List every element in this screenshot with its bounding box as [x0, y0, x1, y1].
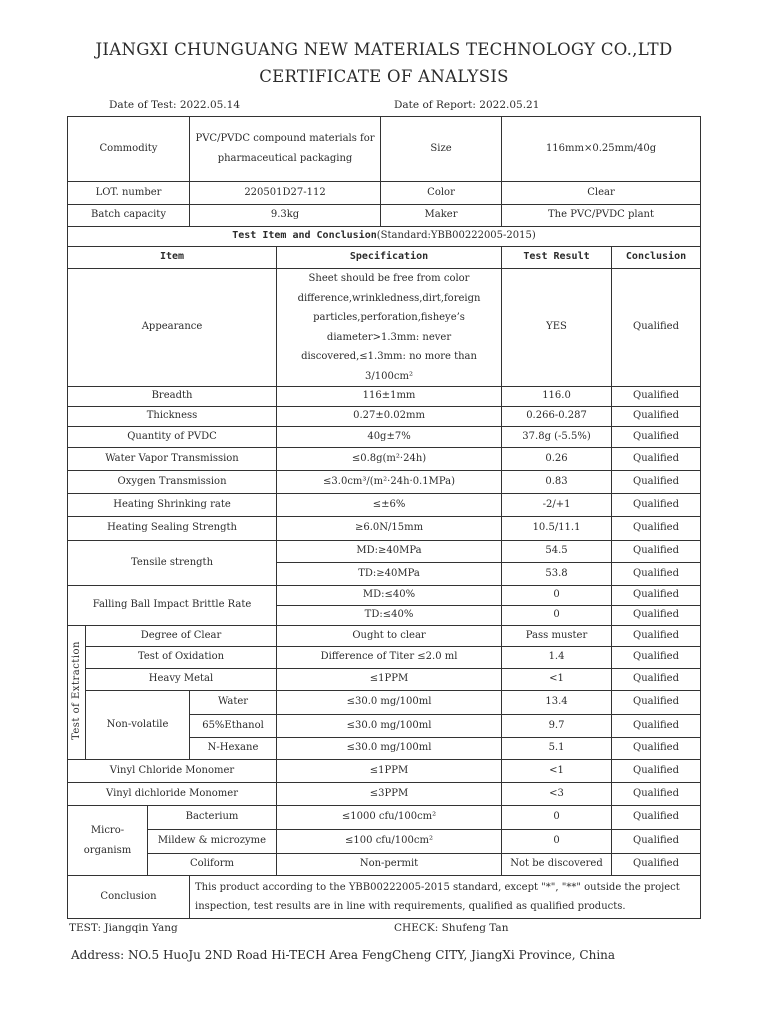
- table-row: [68, 806, 701, 830]
- conclusion-vdcm: Qualified: [612, 783, 701, 806]
- company-name: JIANGXI CHUNGUANG NEW MATERIALS TECHNOLOGY CO.,LTD: [95, 40, 673, 59]
- result-thickness: 0.266-0.287: [502, 407, 612, 427]
- table-row: [68, 494, 701, 517]
- spec-thickness: 0.27±0.02mm: [277, 407, 502, 427]
- col-result: Test Result: [502, 247, 612, 269]
- result-heavy: <1: [502, 669, 612, 691]
- spec-clear: Ought to clear: [277, 626, 502, 647]
- result-tensile-td: 53.8: [502, 563, 612, 586]
- result-falling-td: 0: [502, 606, 612, 626]
- spec-ethanol: ≤30.0 mg/100ml: [277, 715, 502, 738]
- conclusion-appearance: Qualified: [612, 269, 701, 387]
- conclusion-tensile-md: Qualified: [612, 541, 701, 563]
- spec-mildew: ≤100 cfu/100cm²: [277, 830, 502, 854]
- result-shrink: -2/+1: [502, 494, 612, 517]
- document-title: CERTIFICATE OF ANALYSIS: [259, 67, 509, 86]
- spec-water: ≤30.0 mg/100ml: [277, 691, 502, 715]
- conclusion-vcm: Qualified: [612, 760, 701, 783]
- conclusion-shrink: Qualified: [612, 494, 701, 517]
- size-label: Size: [381, 117, 502, 182]
- item-shrink: Heating Shrinking rate: [68, 494, 277, 517]
- spec-wvt: ≤0.8g(m²·24h): [277, 448, 502, 471]
- item-vdcm: Vinyl dichloride Monomer: [68, 783, 277, 806]
- conclusion-pvdc: Qualified: [612, 427, 701, 448]
- spec-coliform: Non-permit: [277, 854, 502, 876]
- table-row: [68, 541, 701, 563]
- table-row: [68, 626, 701, 647]
- lot-value: 220501D27-112: [190, 182, 381, 205]
- result-pvdc: 37.8g (-5.5%): [502, 427, 612, 448]
- spec-sealing: ≥6.0N/15mm: [277, 517, 502, 541]
- conclusion-text: This product according to the YBB00222005-2015 standard, except "*", "**" outside the project inspection, test results are in line with requirements, qualified as qualified products.: [190, 876, 701, 919]
- result-breadth: 116.0: [502, 387, 612, 407]
- spec-oxidation: Difference of Titer ≤2.0 ml: [277, 647, 502, 669]
- nonvolatile-label: Non-volatile: [86, 691, 190, 760]
- item-oxygen: Oxygen Transmission: [68, 471, 277, 494]
- section-standard: (Standard:YBB00222005-2015): [376, 230, 536, 242]
- table-row: [68, 471, 701, 494]
- result-mildew: 0: [502, 830, 612, 854]
- table-row: [68, 407, 701, 427]
- conclusion-oxidation: Qualified: [612, 647, 701, 669]
- conclusion-falling-td: Qualified: [612, 606, 701, 626]
- item-appearance: Appearance: [68, 269, 277, 387]
- table-row: [68, 854, 701, 876]
- table-row: [68, 427, 701, 448]
- result-water: 13.4: [502, 691, 612, 715]
- item-pvdc: Quantity of PVDC: [68, 427, 277, 448]
- item-ethanol: 65%Ethanol: [190, 715, 277, 738]
- item-thickness: Thickness: [68, 407, 277, 427]
- spec-shrink: ≤±6%: [277, 494, 502, 517]
- conclusion-water: Qualified: [612, 691, 701, 715]
- col-spec: Specification: [277, 247, 502, 269]
- checker-name: CHECK: Shufeng Tan: [394, 922, 509, 934]
- table-row: [68, 269, 701, 387]
- conclusion-coliform: Qualified: [612, 854, 701, 876]
- result-coliform: Not be discovered: [502, 854, 612, 876]
- item-breadth: Breadth: [68, 387, 277, 407]
- item-bacterium: Bacterium: [148, 806, 277, 830]
- item-clear: Degree of Clear: [86, 626, 277, 647]
- conclusion-ethanol: Qualified: [612, 715, 701, 738]
- conclusion-thickness: Qualified: [612, 407, 701, 427]
- result-falling-md: 0: [502, 586, 612, 606]
- batch-value: 9.3kg: [190, 205, 381, 227]
- conclusion-hexane: Qualified: [612, 738, 701, 760]
- item-wvt: Water Vapor Transmission: [68, 448, 277, 471]
- spec-hexane: ≤30.0 mg/100ml: [277, 738, 502, 760]
- spec-tensile-td: TD:≥40MPa: [277, 563, 502, 586]
- item-heavy: Heavy Metal: [86, 669, 277, 691]
- result-vcm: <1: [502, 760, 612, 783]
- result-appearance: YES: [502, 269, 612, 387]
- result-ethanol: 9.7: [502, 715, 612, 738]
- table-row: [68, 691, 701, 715]
- section-title: Test Item and Conclusion: [232, 230, 377, 242]
- spec-oxygen: ≤3.0cm³/(m²·24h·0.1MPa): [277, 471, 502, 494]
- company-address: Address: NO.5 HuoJu 2ND Road Hi-TECH Area FengCheng CITY, JiangXi Province, China: [71, 948, 616, 962]
- commodity-row: [68, 117, 701, 182]
- item-tensile: Tensile strength: [68, 541, 277, 586]
- analysis-table: [67, 116, 701, 919]
- table-row: [68, 387, 701, 407]
- conclusion-falling-md: Qualified: [612, 586, 701, 606]
- conclusion-tensile-td: Qualified: [612, 563, 701, 586]
- maker-label: Maker: [381, 205, 502, 227]
- commodity-label: Commodity: [68, 117, 190, 182]
- item-vcm: Vinyl Chloride Monomer: [68, 760, 277, 783]
- result-bacterium: 0: [502, 806, 612, 830]
- item-hexane: N-Hexane: [190, 738, 277, 760]
- spec-pvdc: 40g±7%: [277, 427, 502, 448]
- commodity-value: PVC/PVDC compound materials for pharmaceutical packaging: [190, 117, 381, 182]
- result-clear: Pass muster: [502, 626, 612, 647]
- result-oxygen: 0.83: [502, 471, 612, 494]
- conclusion-breadth: Qualified: [612, 387, 701, 407]
- conclusion-bacterium: Qualified: [612, 806, 701, 830]
- table-row: [68, 783, 701, 806]
- conclusion-sealing: Qualified: [612, 517, 701, 541]
- batch-row: [68, 205, 701, 227]
- micro-group-label: Micro-organism: [68, 806, 148, 876]
- table-row: [68, 517, 701, 541]
- conclusion-label: Conclusion: [68, 876, 190, 919]
- conclusion-oxygen: Qualified: [612, 471, 701, 494]
- spec-appearance: Sheet should be free from color difference,wrinkledness,dirt,foreign particles,perforation,fisheye’s diameter>1.3mm: never discovered,≤1.3mm: no more than 3/100cm²: [277, 269, 502, 387]
- col-conclusion: Conclusion: [612, 247, 701, 269]
- item-oxidation: Test of Oxidation: [86, 647, 277, 669]
- item-water: Water: [190, 691, 277, 715]
- result-tensile-md: 54.5: [502, 541, 612, 563]
- column-header-row: [68, 247, 701, 269]
- result-sealing: 10.5/11.1: [502, 517, 612, 541]
- spec-tensile-md: MD:≥40MPa: [277, 541, 502, 563]
- item-coliform: Coliform: [148, 854, 277, 876]
- conclusion-wvt: Qualified: [612, 448, 701, 471]
- section-header-row: [68, 227, 701, 247]
- batch-label: Batch capacity: [68, 205, 190, 227]
- table-row: [68, 448, 701, 471]
- size-value: 116mm×0.25mm/40g: [502, 117, 701, 182]
- spec-vcm: ≤1PPM: [277, 760, 502, 783]
- spec-breadth: 116±1mm: [277, 387, 502, 407]
- item-falling: Falling Ball Impact Brittle Rate: [68, 586, 277, 626]
- spec-bacterium: ≤1000 cfu/100cm²: [277, 806, 502, 830]
- color-label: Color: [381, 182, 502, 205]
- spec-vdcm: ≤3PPM: [277, 783, 502, 806]
- conclusion-row: [68, 876, 701, 919]
- conclusion-heavy: Qualified: [612, 669, 701, 691]
- result-wvt: 0.26: [502, 448, 612, 471]
- table-row: [68, 669, 701, 691]
- table-row: [68, 586, 701, 606]
- maker-value: The PVC/PVDC plant: [502, 205, 701, 227]
- date-of-test: Date of Test: 2022.05.14: [109, 99, 240, 111]
- lot-label: LOT. number: [68, 182, 190, 205]
- section-header: [68, 227, 701, 247]
- color-value: Clear: [502, 182, 701, 205]
- table-row: [68, 647, 701, 669]
- result-hexane: 5.1: [502, 738, 612, 760]
- col-item: Item: [68, 247, 277, 269]
- date-of-report: Date of Report: 2022.05.21: [394, 99, 540, 111]
- item-sealing: Heating Sealing Strength: [68, 517, 277, 541]
- conclusion-clear: Qualified: [612, 626, 701, 647]
- spec-falling-td: TD:≤40%: [277, 606, 502, 626]
- table-row: [68, 830, 701, 854]
- result-oxidation: 1.4: [502, 647, 612, 669]
- item-mildew: Mildew & microzyme: [148, 830, 277, 854]
- lot-row: [68, 182, 701, 205]
- conclusion-mildew: Qualified: [612, 830, 701, 854]
- extraction-group-label: Test of Extraction: [68, 626, 86, 760]
- result-vdcm: <3: [502, 783, 612, 806]
- tester-name: TEST: Jiangqin Yang: [69, 922, 178, 934]
- spec-heavy: ≤1PPM: [277, 669, 502, 691]
- spec-falling-md: MD:≤40%: [277, 586, 502, 606]
- table-row: [68, 760, 701, 783]
